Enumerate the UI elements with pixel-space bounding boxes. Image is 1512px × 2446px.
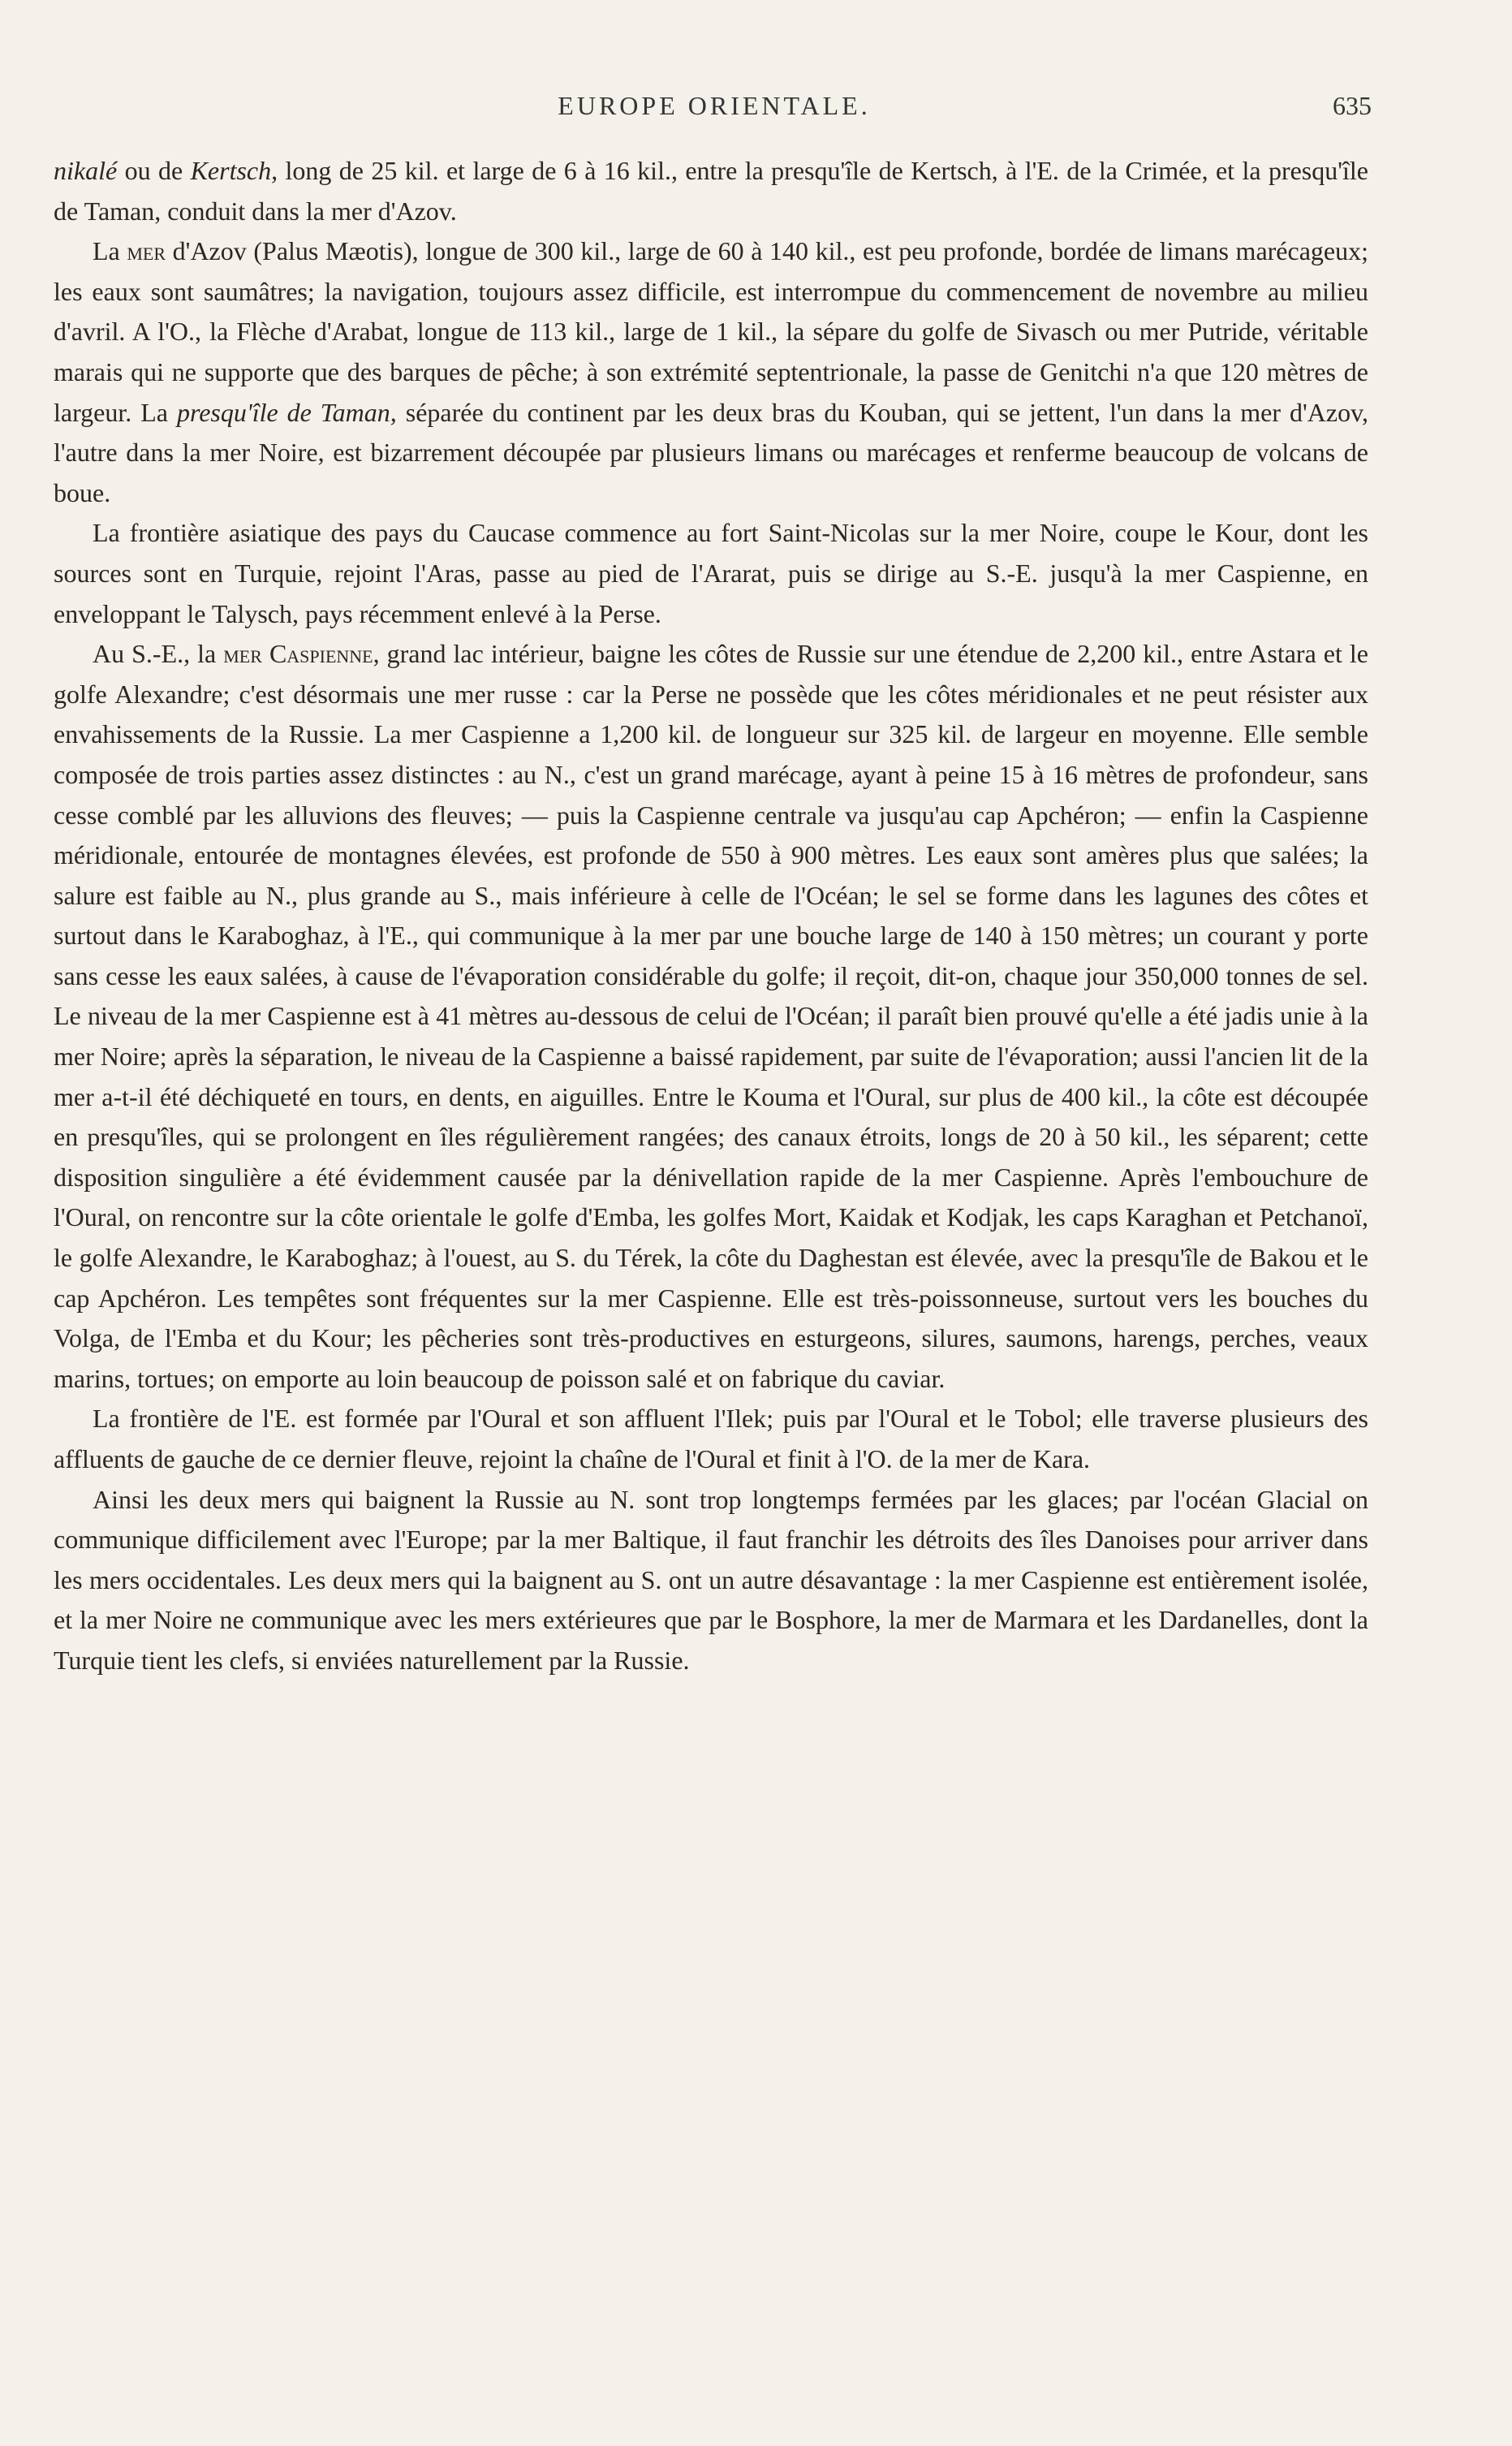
page-header (57, 91, 1372, 140)
paragraph-1 (54, 151, 1368, 231)
text-run: long de 25 kil. et large de 6 à 16 kil., entre la presqu'île de Kertsch, à l'E. de la Crimée, et la presqu'île de Taman, conduit dans la mer d'Azov. (54, 156, 1369, 226)
text-run: d'Azov (Palus Mæotis), longue de 300 kil., large de 60 à 140 kil., est peu profonde, bordée de limans marécageux; les eaux sont saumâtres; la navigation, toujours assez difficile, est interrompue du commencement de novembre au milieu d'avril. A l'O., la Flèche d'Arabat, longue de 113 kil., large de 1 kil., la sépare du golfe de Sivasch ou mer Putride, véritable marais qui ne supporte que des barques de pêche; à son extrémité septentrionale, la passe de Genitchi n'a que 120 mètres de largeur. La (54, 236, 1369, 427)
paragraph-5: La frontière de l'E. est formée par l'Oural et son affluent l'Ilek; puis par l'Oural et le Tobol; elle traverse plusieurs des affluents de gauche de ce dernier fleuve, rejoint la chaîne de l'Oural et finit à l'O. de la mer de Kara. (54, 1404, 1368, 1473)
page-number: 635 (1333, 91, 1372, 120)
paragraph-6: Ainsi les deux mers qui baignent la Russie au N. sont trop longtemps fermées par les glaces; par l'océan Glacial on communique difficilement avec l'Europe; par la mer Baltique, il faut franchir les détroits des îles Danoises pour arriver dans les mers occidentales. Les deux mers qui la baignent au S. ont un autre désavantage : la mer Caspienne est entièrement isolée, et la mer Noire ne communique avec les mers extérieures que par le Bosphore, la mer de Marmara et les Dardanelles, dont la Turquie tient les clefs, si enviées naturellement par la Russie. (54, 1484, 1368, 1675)
small-caps-term: mer Caspienne (223, 639, 373, 669)
italic-term: Kertsch, (190, 156, 278, 185)
italic-term: nikalé (54, 156, 118, 185)
text-run: séparée du continent par les deux bras du Kouban, qui se jettent, l'un dans la mer d'Azov, l'autre dans la mer Noire, est bizarrement découpée par plusieurs limans ou marécages et renferme beaucoup de volcans de boue. (54, 397, 1369, 507)
italic-term: presqu'île de Taman, (176, 397, 397, 427)
text-run: ou de (117, 156, 191, 185)
paragraph-3: La frontière asiatique des pays du Caucase commence au fort Saint-Nicolas sur la mer Noire, coupe le Kour, dont les sources sont en Turquie, rejoint l'Aras, passe au pied de l'Ararat, puis se dirige au S.-E. jusqu'à la mer Caspienne, en enveloppant le Talysch, pays récemment enlevé à la Perse. (54, 518, 1368, 628)
paragraph-4 (54, 634, 1368, 1399)
small-caps-term: mer (127, 236, 166, 266)
running-title: EUROPE ORIENTALE. (558, 91, 871, 120)
paragraph-2 (54, 231, 1368, 513)
text-run: Au S.-E., la (93, 639, 224, 669)
body-text (54, 151, 1368, 1681)
text-run: La (93, 236, 127, 266)
text-run: , grand lac intérieur, baigne les côtes de Russie sur une étendue de 2,200 kil., entre Astara et le golfe Alexandre; c'est désormais une mer russe : car la Perse ne possède que les côtes méridionales et ne peut résister aux envahissements de la Russie. La mer Caspienne a 1,200 kil. de longueur sur 325 kil. de largeur en moyenne. Elle semble composée de trois parties assez distinctes : au N., c'est un grand marécage, ayant à peine 15 à 16 mètres de profondeur, sans cesse comblé par les alluvions des fleuves; — puis la Caspienne centrale va jusqu'au cap Apchéron; — enfin la Caspienne méridionale, entourée de montagnes élevées, est profonde de 550 à 900 mètres. Les eaux sont amères plus que salées; la salure est faible au N., plus grande au S., mais inférieure à celle de l'Océan; le sel se forme dans les lagunes des côtes et surtout dans le Karaboghaz, à l'E., qui communique à la mer par une bouche large de 140 à 150 mètres; un courant y porte sans cesse les eaux salées, à cause de l'évaporation considérable du golfe; il reçoit, dit-on, chaque jour 350,000 tonnes de sel. Le niveau de la mer Caspienne est à 41 mètres au-dessous de celui de l'Océan; il paraît bien prouvé qu'elle a été jadis unie à la mer Noire; après la séparation, le niveau de la Caspienne a baissé rapidement, par suite de l'évaporation; aussi l'ancien lit de la mer a-t-il été déchiqueté en tours, en dents, en aiguilles. Entre le Kouma et l'Oural, sur plus de 400 kil., la côte est découpée en presqu'îles, qui se prolongent en îles régulièrement rangées; des canaux étroits, longs de 20 à 50 kil., les séparent; cette disposition singulière a été évidemment causée par la dénivellation rapide de la mer Caspienne. Après l'embouchure de l'Oural, on rencontre sur la côte orientale le golfe d'Emba, les golfes Mort, Kaidak et Kodjak, les caps Karaghan et Petchanoï, le golfe Alexandre, le Karaboghaz; à l'ouest, au S. du Térek, la côte du Daghestan est élevée, avec la presqu'île de Bakou et le cap Apchéron. Les tempêtes sont fréquentes sur la mer Caspienne. Elle est très-poissonneuse, surtout vers les bouches du Volga, de l'Emba et du Kour; les pêcheries sont très-productives en esturgeons, silures, saumons, harengs, perches, veaux marins, tortues; on emporte au loin beaucoup de poisson salé et on fabrique du caviar. (54, 639, 1368, 1393)
